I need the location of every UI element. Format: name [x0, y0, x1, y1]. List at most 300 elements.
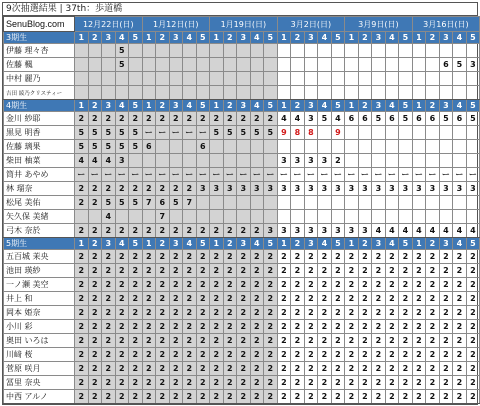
slot-value: 2: [250, 306, 264, 320]
slot-value: [345, 126, 359, 140]
slot-value: 3: [358, 224, 372, 238]
slot-value: 2: [169, 348, 183, 362]
slot-value: 2: [75, 292, 89, 306]
slot-number: 1: [345, 32, 359, 44]
slot-value: 2: [102, 376, 116, 390]
slot-value: 2: [385, 264, 399, 278]
slot-value: 3: [466, 58, 480, 72]
slot-value: [412, 210, 426, 224]
slot-value: 5: [372, 112, 386, 126]
slot-value: 2: [223, 390, 237, 404]
slot-value: 2: [277, 264, 291, 278]
slot-value: 2: [466, 376, 480, 390]
member-name: 柴田 柚菜: [4, 154, 75, 168]
slot-value: 2: [210, 376, 224, 390]
slot-value: 2: [75, 250, 89, 264]
slot-value: 2: [358, 250, 372, 264]
slot-number: 5: [264, 32, 278, 44]
slot-number: 4: [453, 100, 467, 112]
slot-number: 5: [196, 32, 210, 44]
member-row: [4, 182, 480, 196]
slot-value: 2: [250, 250, 264, 264]
slot-value: [156, 140, 170, 154]
slot-value: 2: [75, 320, 89, 334]
slot-value: 2: [453, 376, 467, 390]
slot-value: [169, 44, 183, 58]
slot-value: 2: [142, 278, 156, 292]
slot-value: 2: [142, 182, 156, 196]
slot-value: [372, 210, 386, 224]
slot-value: 2: [115, 362, 129, 376]
slot-value: 2: [399, 362, 413, 376]
slot-value: 2: [183, 320, 197, 334]
slot-value: [412, 44, 426, 58]
slot-value: 2: [277, 376, 291, 390]
slot-value: [466, 210, 480, 224]
slot-value: 2: [466, 320, 480, 334]
slot-value: 2: [196, 112, 210, 126]
slot-value: 3: [345, 182, 359, 196]
slot-value: [426, 58, 440, 72]
slot-value: 2: [88, 306, 102, 320]
slot-value: [183, 210, 197, 224]
slot-value: 7: [156, 210, 170, 224]
slot-value: [439, 44, 453, 58]
slot-value: 2: [358, 306, 372, 320]
slot-value: ー: [223, 168, 237, 182]
slot-number: 1: [412, 100, 426, 112]
slot-value: 2: [210, 292, 224, 306]
slot-value: 2: [453, 362, 467, 376]
slot-value: ー: [439, 168, 453, 182]
slot-value: 2: [291, 250, 305, 264]
slot-value: 2: [331, 362, 345, 376]
slot-value: 2: [466, 390, 480, 404]
slot-value: 2: [277, 250, 291, 264]
slot-number: 4: [318, 238, 332, 250]
slot-value: [237, 210, 251, 224]
member-name: 菅原 咲月: [4, 362, 75, 376]
slot-number: 2: [426, 32, 440, 44]
slot-value: 2: [385, 250, 399, 264]
slot-value: 2: [318, 320, 332, 334]
slot-value: [115, 210, 129, 224]
slot-value: 2: [129, 264, 143, 278]
slot-number: 2: [426, 100, 440, 112]
slot-value: 3: [291, 182, 305, 196]
slot-value: 3: [304, 112, 318, 126]
slot-value: 2: [142, 376, 156, 390]
member-row: [4, 58, 480, 72]
slot-value: [88, 44, 102, 58]
slot-value: 2: [372, 264, 386, 278]
slot-value: 2: [210, 250, 224, 264]
slot-value: 2: [75, 306, 89, 320]
slot-value: 2: [304, 264, 318, 278]
slot-value: 2: [88, 320, 102, 334]
slot-value: [183, 140, 197, 154]
slot-value: [129, 154, 143, 168]
slot-value: 2: [277, 390, 291, 404]
slot-value: [439, 196, 453, 210]
member-name: 冨里 奈央: [4, 376, 75, 390]
slot-value: 2: [237, 306, 251, 320]
slot-value: 2: [115, 278, 129, 292]
slot-value: 2: [129, 306, 143, 320]
slot-value: [399, 126, 413, 140]
slot-value: [237, 154, 251, 168]
slot-number: 3: [304, 32, 318, 44]
slot-value: [439, 210, 453, 224]
slot-value: 3: [277, 224, 291, 238]
member-row: [4, 390, 480, 404]
slot-value: 2: [196, 306, 210, 320]
slot-value: 2: [169, 250, 183, 264]
slot-value: ー: [115, 168, 129, 182]
slot-value: 2: [169, 376, 183, 390]
slot-value: 2: [102, 112, 116, 126]
slot-value: 2: [372, 292, 386, 306]
slot-value: 3: [277, 182, 291, 196]
slot-number: 4: [385, 100, 399, 112]
slot-value: 2: [304, 306, 318, 320]
slot-value: 2: [210, 224, 224, 238]
member-row: [4, 168, 480, 182]
slot-value: [264, 72, 278, 86]
slot-value: 3: [453, 182, 467, 196]
slot-value: 2: [385, 390, 399, 404]
member-row: [4, 44, 480, 58]
slot-value: [318, 44, 332, 58]
slot-value: 2: [372, 278, 386, 292]
member-name: 川﨑 桜: [4, 348, 75, 362]
slot-value: [372, 58, 386, 72]
member-row: [4, 306, 480, 320]
slot-value: [453, 86, 467, 100]
slot-value: [250, 154, 264, 168]
slot-value: 2: [345, 390, 359, 404]
slot-value: 2: [345, 334, 359, 348]
slot-number: 5: [331, 100, 345, 112]
slot-value: 2: [196, 264, 210, 278]
slot-value: 2: [142, 362, 156, 376]
slot-number: 1: [210, 32, 224, 44]
slot-value: 5: [264, 126, 278, 140]
slot-value: 2: [129, 112, 143, 126]
slot-number: 3: [372, 100, 386, 112]
slot-value: 2: [385, 376, 399, 390]
slot-value: 2: [439, 264, 453, 278]
slot-value: 2: [156, 182, 170, 196]
slot-value: 2: [291, 334, 305, 348]
slot-value: 2: [169, 278, 183, 292]
slot-value: 5: [223, 126, 237, 140]
slot-value: 2: [426, 306, 440, 320]
slot-value: 2: [156, 320, 170, 334]
slot-value: [304, 140, 318, 154]
slot-value: ー: [156, 126, 170, 140]
slot-value: 2: [385, 320, 399, 334]
slot-value: 2: [358, 334, 372, 348]
slot-value: [75, 58, 89, 72]
slot-value: ー: [399, 168, 413, 182]
slot-value: 2: [331, 376, 345, 390]
slot-value: 2: [142, 264, 156, 278]
slot-value: 2: [385, 292, 399, 306]
slot-value: 2: [345, 292, 359, 306]
slot-value: [439, 140, 453, 154]
slot-value: ー: [372, 168, 386, 182]
slot-value: 2: [115, 390, 129, 404]
member-row: [4, 196, 480, 210]
slot-number: 5: [331, 32, 345, 44]
slot-value: [196, 44, 210, 58]
member-row: [4, 278, 480, 292]
slot-number: 2: [223, 238, 237, 250]
slot-value: 2: [156, 334, 170, 348]
slot-value: 2: [318, 390, 332, 404]
site-label: SenuBlog.com: [4, 17, 75, 32]
slot-value: 2: [183, 390, 197, 404]
slot-value: [426, 140, 440, 154]
slot-value: 2: [399, 250, 413, 264]
slot-value: 2: [196, 224, 210, 238]
slot-value: 2: [210, 320, 224, 334]
slot-value: 3: [439, 182, 453, 196]
slot-value: 2: [466, 292, 480, 306]
slot-value: 2: [250, 292, 264, 306]
slot-value: ー: [466, 168, 480, 182]
slot-value: [399, 72, 413, 86]
slot-value: 2: [331, 292, 345, 306]
slot-value: 2: [358, 348, 372, 362]
slot-number: 5: [466, 100, 480, 112]
slot-value: 6: [426, 112, 440, 126]
slot-value: 2: [183, 348, 197, 362]
slot-value: 8: [304, 126, 318, 140]
slot-value: 2: [318, 278, 332, 292]
slot-number: 2: [223, 100, 237, 112]
member-row: [4, 250, 480, 264]
slot-value: [466, 196, 480, 210]
slot-value: 3: [250, 182, 264, 196]
slot-number: 5: [264, 238, 278, 250]
slot-value: [426, 154, 440, 168]
slot-value: [129, 58, 143, 72]
slot-number: 5: [129, 100, 143, 112]
slot-value: [75, 86, 89, 100]
group-label: 3期生: [4, 32, 75, 44]
slot-number: 3: [237, 100, 251, 112]
slot-value: 2: [102, 182, 116, 196]
date-header: 3月16日(日): [412, 17, 480, 32]
slot-value: 2: [183, 334, 197, 348]
slot-value: 2: [291, 320, 305, 334]
slot-value: [426, 210, 440, 224]
slot-number: 5: [399, 32, 413, 44]
slot-value: [304, 44, 318, 58]
slot-number: 5: [399, 100, 413, 112]
slot-value: 2: [277, 320, 291, 334]
slot-value: 2: [453, 250, 467, 264]
slot-value: 5: [318, 112, 332, 126]
slot-value: [385, 86, 399, 100]
slot-value: 5: [453, 58, 467, 72]
slot-value: [250, 86, 264, 100]
slot-value: 2: [439, 250, 453, 264]
slot-value: 5: [115, 126, 129, 140]
slot-value: [237, 72, 251, 86]
slot-value: [210, 154, 224, 168]
slot-value: 4: [102, 154, 116, 168]
slot-value: 2: [250, 376, 264, 390]
member-row: [4, 224, 480, 238]
slot-value: 9: [331, 126, 345, 140]
slot-value: 2: [358, 390, 372, 404]
slot-value: [264, 44, 278, 58]
slot-value: 2: [426, 390, 440, 404]
slot-value: 6: [196, 140, 210, 154]
slot-value: 2: [426, 334, 440, 348]
slot-value: 2: [169, 390, 183, 404]
slot-value: 2: [183, 112, 197, 126]
slot-value: [223, 154, 237, 168]
slot-value: 2: [372, 362, 386, 376]
slot-value: 4: [399, 224, 413, 238]
slot-value: [210, 86, 224, 100]
slot-value: 2: [412, 264, 426, 278]
slot-value: 2: [169, 182, 183, 196]
slot-value: [250, 196, 264, 210]
slot-value: 3: [399, 182, 413, 196]
member-row: [4, 210, 480, 224]
slot-value: 2: [237, 362, 251, 376]
slot-value: 2: [439, 362, 453, 376]
slot-value: 2: [88, 348, 102, 362]
slot-value: 2: [412, 348, 426, 362]
slot-value: 2: [426, 348, 440, 362]
slot-value: 2: [318, 376, 332, 390]
slot-value: 3: [412, 182, 426, 196]
slot-value: [358, 44, 372, 58]
slot-value: [196, 86, 210, 100]
slot-value: [183, 44, 197, 58]
slot-value: [115, 72, 129, 86]
slot-value: [399, 44, 413, 58]
slot-value: 2: [372, 306, 386, 320]
slot-value: ー: [304, 168, 318, 182]
slot-value: 2: [453, 320, 467, 334]
slot-value: 2: [115, 334, 129, 348]
slot-value: [237, 196, 251, 210]
slot-value: 2: [318, 292, 332, 306]
slot-number: 4: [115, 100, 129, 112]
slot-value: 2: [385, 278, 399, 292]
slot-value: 2: [115, 320, 129, 334]
slot-value: ー: [196, 168, 210, 182]
slot-value: [264, 196, 278, 210]
slot-value: [75, 44, 89, 58]
slot-value: 2: [88, 362, 102, 376]
slot-value: 3: [304, 224, 318, 238]
slot-number: 1: [210, 238, 224, 250]
slot-value: 3: [426, 182, 440, 196]
slot-number: 4: [318, 100, 332, 112]
slot-value: [223, 86, 237, 100]
slot-value: 2: [412, 250, 426, 264]
member-row: [4, 376, 480, 390]
slot-value: [466, 44, 480, 58]
slot-value: 2: [223, 320, 237, 334]
slot-value: [156, 58, 170, 72]
slot-number: 1: [412, 32, 426, 44]
lottery-result-sheet: [2, 2, 478, 405]
slot-value: 3: [264, 182, 278, 196]
slot-value: 6: [358, 112, 372, 126]
slot-value: 2: [372, 376, 386, 390]
slot-value: 2: [129, 362, 143, 376]
member-name: 筒井 あやめ: [4, 168, 75, 182]
slot-number: 4: [250, 32, 264, 44]
slot-value: 5: [115, 140, 129, 154]
slot-value: [426, 86, 440, 100]
slot-value: [399, 196, 413, 210]
slot-value: [412, 126, 426, 140]
slot-value: [304, 210, 318, 224]
slot-value: [196, 58, 210, 72]
slot-number: 3: [102, 238, 116, 250]
slot-value: 2: [304, 376, 318, 390]
member-row: [4, 140, 480, 154]
slot-value: [183, 86, 197, 100]
slot-value: 6: [439, 58, 453, 72]
slot-value: [291, 210, 305, 224]
slot-value: 2: [318, 334, 332, 348]
slot-value: 2: [169, 320, 183, 334]
slot-value: [439, 86, 453, 100]
member-name: 井上 和: [4, 292, 75, 306]
slot-value: 2: [142, 250, 156, 264]
slot-value: [372, 196, 386, 210]
slot-value: [250, 58, 264, 72]
slot-value: ー: [237, 168, 251, 182]
slot-value: 2: [75, 390, 89, 404]
slot-value: 2: [412, 334, 426, 348]
slot-value: 2: [466, 306, 480, 320]
slot-value: 4: [426, 224, 440, 238]
slot-value: [156, 72, 170, 86]
slot-value: [291, 86, 305, 100]
slot-number: 5: [466, 32, 480, 44]
slot-number: 2: [88, 32, 102, 44]
slot-value: 2: [466, 278, 480, 292]
slot-value: 4: [291, 112, 305, 126]
slot-value: 2: [358, 264, 372, 278]
slot-value: 2: [75, 196, 89, 210]
slot-value: [250, 72, 264, 86]
slot-value: 5: [102, 196, 116, 210]
slot-number: 5: [129, 32, 143, 44]
slot-value: 3: [264, 224, 278, 238]
slot-value: [250, 140, 264, 154]
slot-number: 1: [277, 32, 291, 44]
slot-value: [439, 72, 453, 86]
slot-value: 2: [169, 264, 183, 278]
slot-value: 2: [115, 376, 129, 390]
slot-value: 3: [331, 182, 345, 196]
slot-value: [466, 126, 480, 140]
slot-value: 2: [439, 292, 453, 306]
